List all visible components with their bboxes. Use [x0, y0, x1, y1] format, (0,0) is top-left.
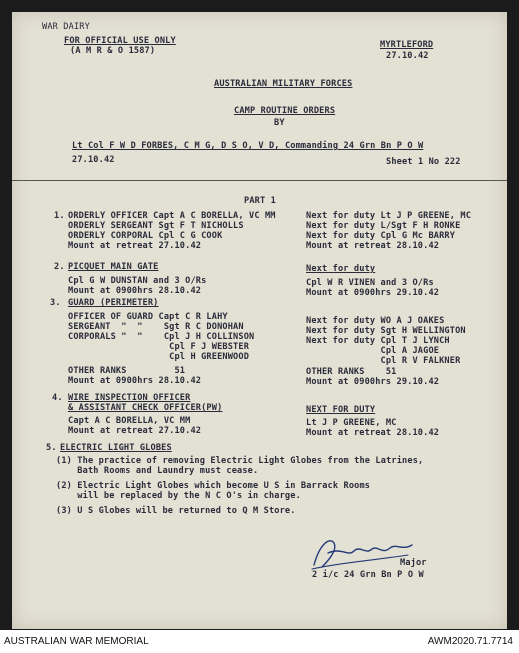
- archive-reference: AWM2020.71.7714: [427, 636, 513, 647]
- item3-line: Cpl H GREENWOOD: [68, 352, 250, 362]
- commander-line: Lt Col F W D FORBES, C M G, D S O, V D, Commanding 24 Grn Bn P O W: [72, 141, 424, 151]
- item2-heading: PICQUET MAIN GATE: [68, 262, 159, 272]
- war-diary-label: WAR DAIRY: [42, 22, 90, 32]
- item5-paragraph: (2) Electric Light Globes which become U S in Barrack Rooms: [56, 481, 371, 491]
- item3-line: SERGEANT " " Sgt R C DONOHAN: [68, 322, 244, 332]
- item1-line: Mount at retreat 27.10.42: [68, 241, 202, 251]
- item-number: 2.: [54, 262, 65, 272]
- item3-line: Mount at 0900hrs 28.10.42: [68, 376, 202, 386]
- item-number: 5.: [46, 443, 57, 453]
- item3-line: OTHER RANKS 51: [68, 366, 186, 376]
- item4-line: Mount at retreat 27.10.42: [68, 426, 202, 436]
- item2-next: Mount at 0900hrs 29.10.42: [306, 288, 440, 298]
- order-date: 27.10.42: [72, 155, 115, 165]
- item-number: 1.: [54, 211, 65, 221]
- item5-paragraph: Bath Rooms and Laundry must cease.: [56, 466, 259, 476]
- item4-next: Mount at retreat 28.10.42: [306, 428, 440, 438]
- item3-next: Cpl A JAGOE: [306, 346, 440, 356]
- official-use-label: FOR OFFICIAL USE ONLY: [64, 36, 176, 46]
- document-page: [12, 12, 507, 629]
- item1-next: Mount at retreat 28.10.42: [306, 241, 440, 251]
- archive-footer: [0, 630, 519, 653]
- item3-line: CORPORALS " " Cpl J H COLLINSON: [68, 332, 255, 342]
- item1-line: ORDERLY CORPORAL Cpl C G COOK: [68, 231, 223, 241]
- item3-next: Cpl R V FALKNER: [306, 356, 461, 366]
- item1-line: ORDERLY SERGEANT Sgt F T NICHOLLS: [68, 221, 244, 231]
- item5-paragraph: will be replaced by the N C O's in charge.: [56, 491, 301, 501]
- item5-paragraph: (3) U S Globes will be returned to Q M Store.: [56, 506, 296, 516]
- item1-line: ORDERLY OFFICER Capt A C BORELLA, VC MM: [68, 211, 276, 221]
- signatory-unit: 2 i/c 24 Grn Bn P O W: [312, 570, 424, 580]
- item3-next: Next for duty WO A J OAKES: [306, 316, 445, 326]
- item5-heading: ELECTRIC LIGHT GLOBES: [60, 443, 172, 453]
- amr-reference: (A M R & O 1587): [70, 46, 156, 56]
- item4-heading: WIRE INSPECTION OFFICER: [68, 393, 191, 403]
- orders-title: CAMP ROUTINE ORDERS: [234, 106, 336, 116]
- item3-heading: GUARD (PERIMETER): [68, 298, 159, 308]
- item2-next-heading: Next for duty: [306, 264, 376, 274]
- item2-next: Cpl W R VINEN and 3 O/Rs: [306, 278, 434, 288]
- signatory-rank: Major: [400, 558, 427, 568]
- item4-next-heading: NEXT FOR DUTY: [306, 405, 376, 415]
- item5-paragraph: (1) The practice of removing Electric Light Globes from the Latrines,: [56, 456, 424, 466]
- item3-next: OTHER RANKS 51: [306, 367, 397, 377]
- sheet-number: Sheet 1 No 222: [386, 157, 461, 167]
- item3-next: Next for duty Cpl T J LYNCH: [306, 336, 450, 346]
- by-label: BY: [274, 118, 285, 128]
- item2-line: Cpl G W DUNSTAN and 3 O/Rs: [68, 276, 207, 286]
- part-heading: PART 1: [244, 196, 276, 206]
- divider: [12, 180, 507, 181]
- item-number: 4.: [52, 393, 63, 403]
- item1-next: Next for duty Lt J P GREENE, MC: [306, 211, 472, 221]
- item3-line: OFFICER OF GUARD Capt C R LAHY: [68, 312, 228, 322]
- item2-line: Mount at 0900hrs 28.10.42: [68, 286, 202, 296]
- item-number: 3.: [50, 298, 61, 308]
- item4-heading: & ASSISTANT CHECK OFFICER(PW): [68, 403, 223, 413]
- item1-next: Next for duty Cpl G Mc BARRY: [306, 231, 456, 241]
- item1-next: Next for duty L/Sgt F H RONKE: [306, 221, 461, 231]
- item3-line: Cpl F J WEBSTER: [68, 342, 250, 352]
- item4-next: Lt J P GREENE, MC: [306, 418, 397, 428]
- place-name: MYRTLEFORD: [380, 40, 434, 50]
- item3-next: Next for duty Sgt H WELLINGTON: [306, 326, 466, 336]
- item4-line: Capt A C BORELLA, VC MM: [68, 416, 191, 426]
- archive-name: AUSTRALIAN WAR MEMORIAL: [4, 636, 149, 647]
- force-title: AUSTRALIAN MILITARY FORCES: [214, 79, 353, 89]
- place-date: 27.10.42: [386, 51, 429, 61]
- item3-next: Mount at 0900hrs 29.10.42: [306, 377, 440, 387]
